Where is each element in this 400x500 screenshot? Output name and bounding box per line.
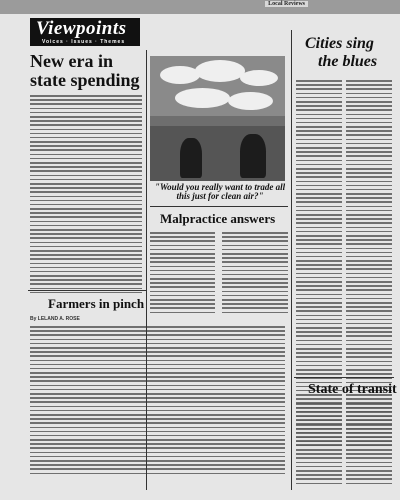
headline-cities-1: Cities sing — [305, 35, 374, 52]
column-rule-2 — [291, 30, 292, 490]
headline-state-spending-1: New era in — [30, 51, 113, 71]
article-body-malpractice-col1 — [150, 232, 215, 316]
article-body-malpractice-col2 — [222, 232, 288, 316]
masthead — [30, 18, 140, 46]
section-tag: Local Reviews — [265, 1, 308, 7]
article-body-transit-col1 — [296, 403, 342, 487]
divider-transit — [294, 377, 394, 378]
divider-farmers — [28, 290, 146, 291]
headline-state-spending-2: state spending — [30, 70, 140, 90]
headline-transit: State of transit — [308, 382, 397, 397]
top-strip — [0, 0, 400, 14]
byline-farmers: By LELAND A. ROSE — [30, 316, 80, 322]
article-body-state-spending — [30, 95, 142, 296]
headline-cities-2: the blues — [318, 53, 378, 70]
column-rule-1 — [146, 50, 147, 490]
cartoon-caption: "Would you really want to trade all this just for clean air?" — [154, 182, 286, 202]
divider-malpractice — [150, 206, 288, 207]
article-body-farmers — [30, 326, 285, 477]
article-body-transit-col2 — [346, 403, 392, 487]
editorial-cartoon — [150, 56, 285, 181]
headline-malpractice: Malpractice answers — [160, 211, 276, 226]
masthead-subtitle: Voices · Issues · Themes — [42, 39, 126, 45]
masthead-title: Viewpoints — [36, 18, 127, 39]
headline-farmers: Farmers in pinch — [48, 296, 145, 311]
